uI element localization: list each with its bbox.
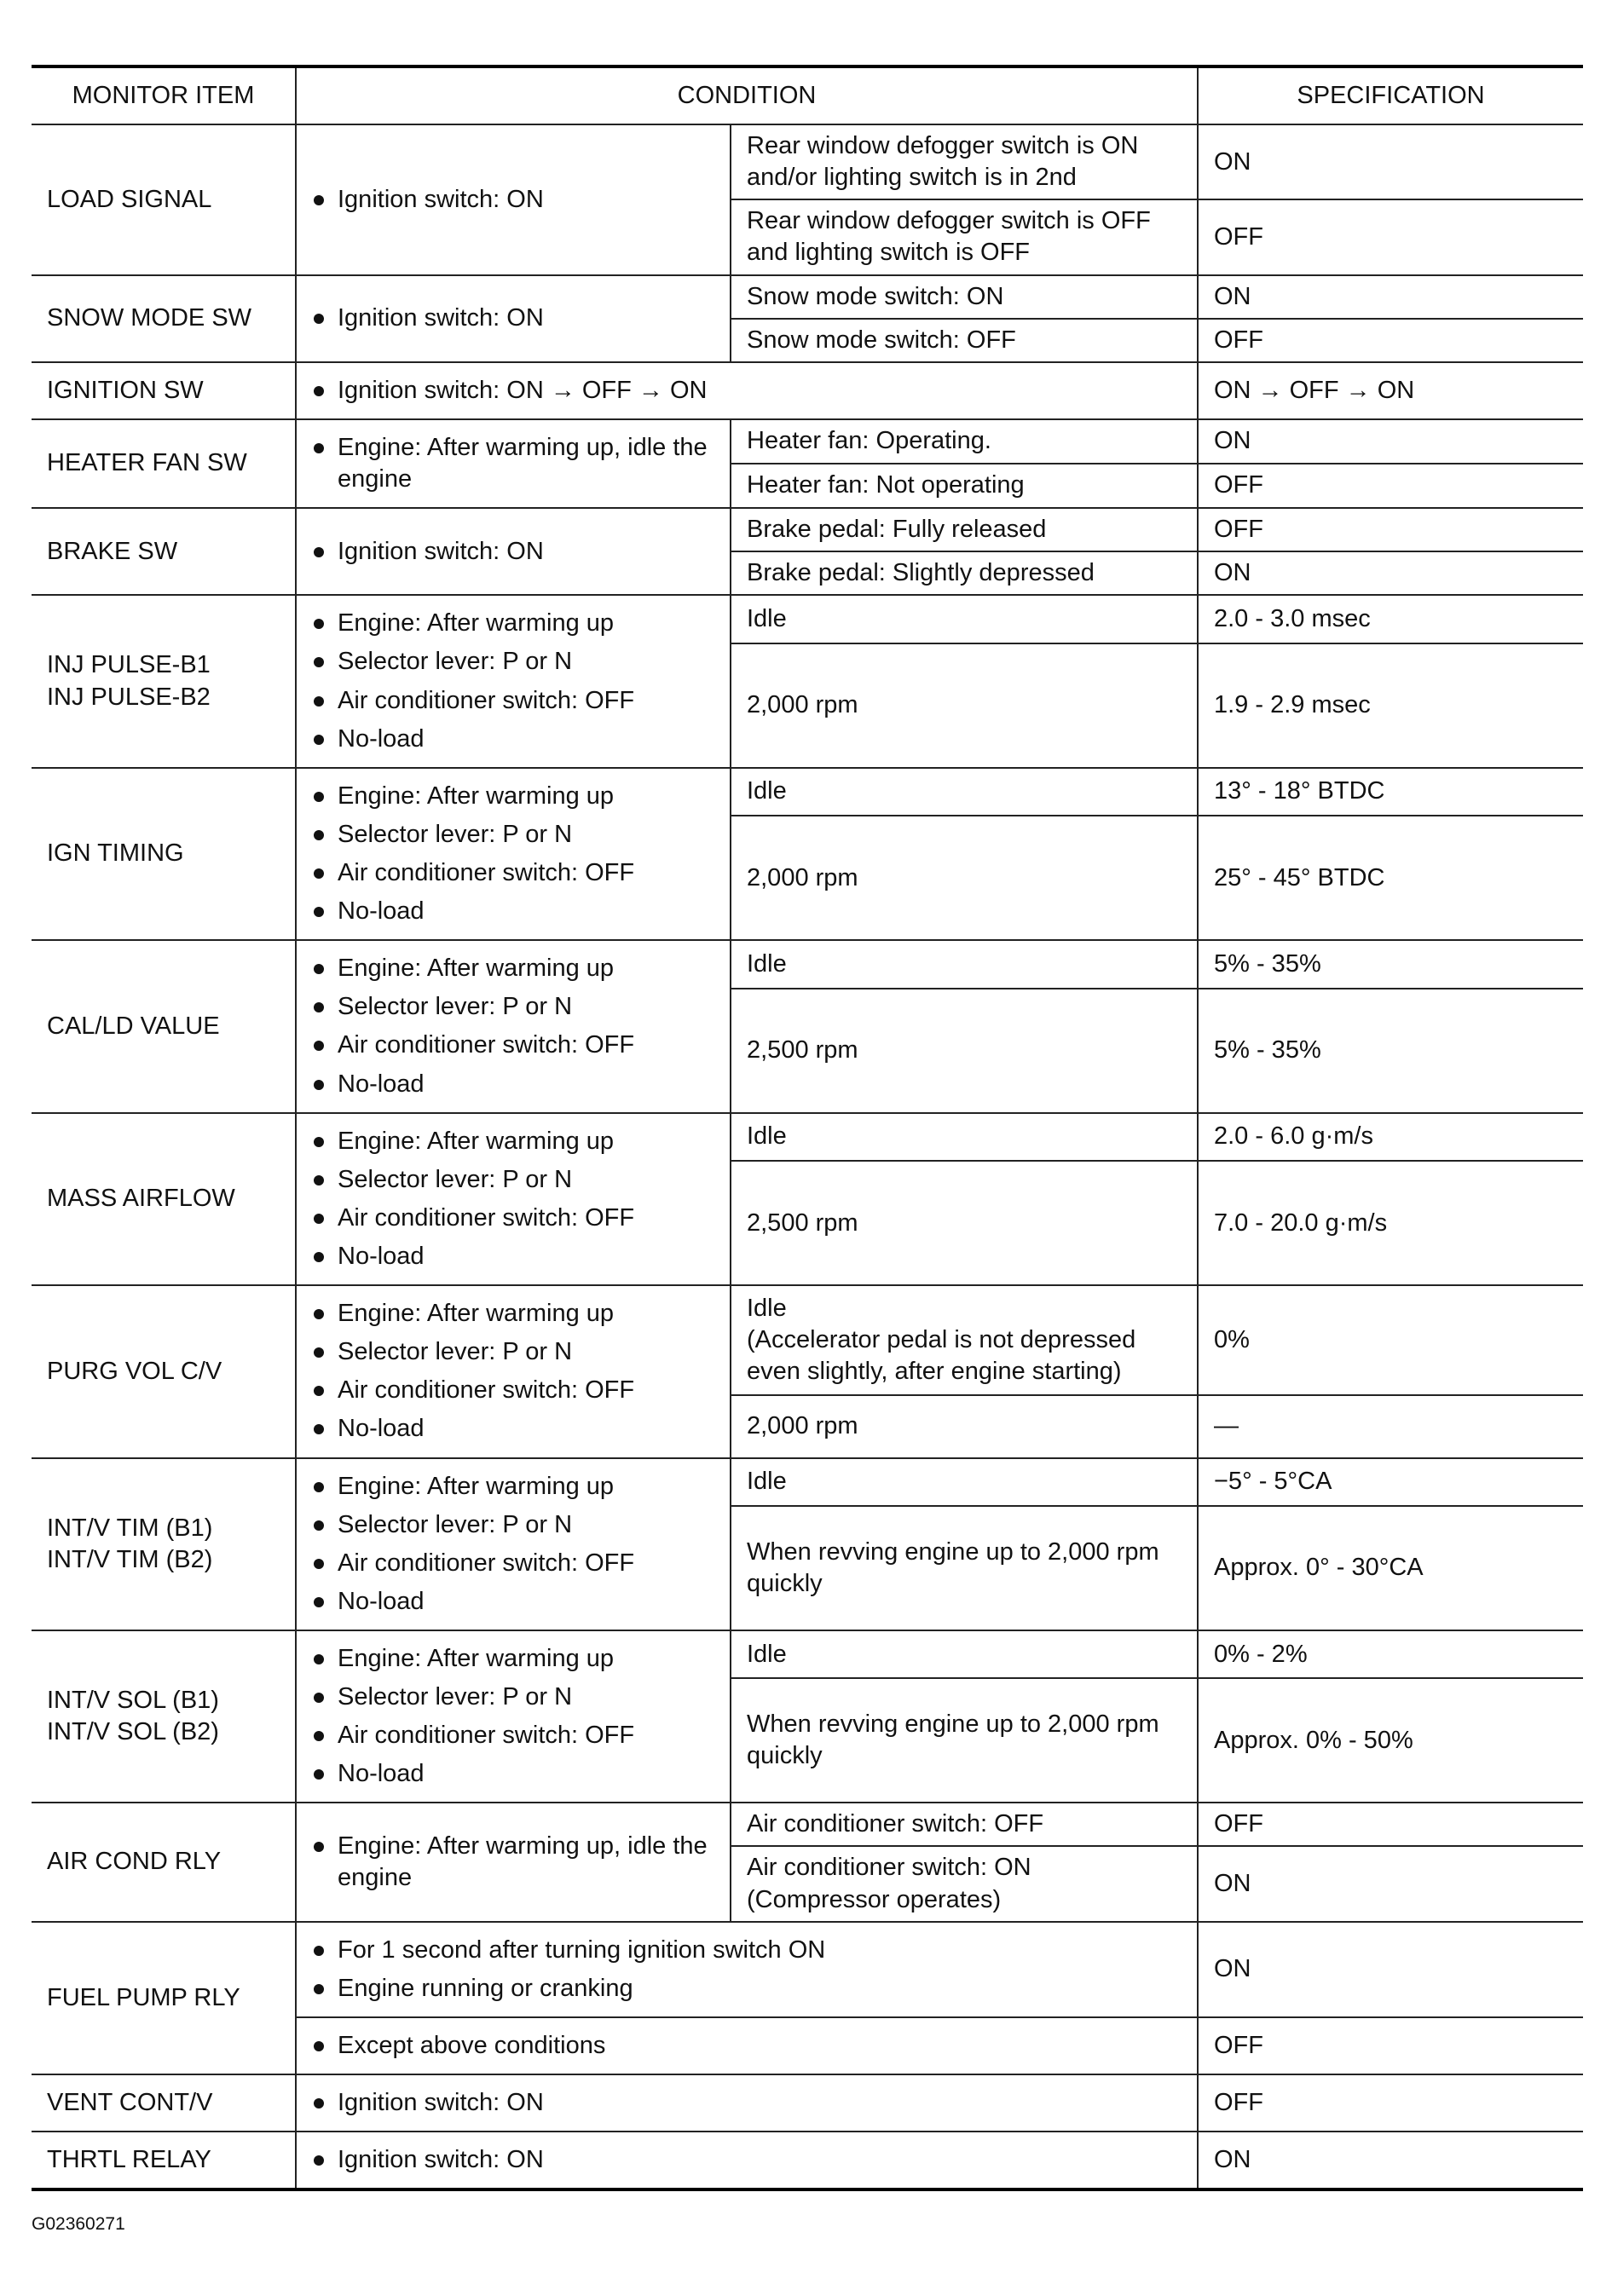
table-row bbox=[32, 940, 1583, 988]
table-row bbox=[32, 1458, 1583, 1506]
sub-condition: 2,000 rpm bbox=[731, 643, 1198, 768]
specification: Approx. 0° - 30°CA bbox=[1198, 1506, 1583, 1630]
condition-bullet: No-load bbox=[312, 724, 714, 755]
condition-bullet: No-load bbox=[312, 1758, 714, 1790]
condition-list bbox=[312, 2144, 1182, 2176]
condition-cell bbox=[296, 2074, 1198, 2132]
monitor-item: SNOW MODE SW bbox=[32, 275, 296, 362]
specification: 0% - 2% bbox=[1198, 1630, 1583, 1678]
table-row bbox=[32, 362, 1583, 419]
condition-list bbox=[312, 781, 714, 927]
table-row bbox=[32, 508, 1583, 551]
condition-cell bbox=[296, 275, 731, 362]
condition-list bbox=[312, 1643, 714, 1790]
condition-list bbox=[312, 1298, 714, 1445]
sub-condition: When revving engine up to 2,000 rpm quickly bbox=[731, 1678, 1198, 1803]
condition-list bbox=[312, 608, 714, 754]
specification: ON bbox=[1198, 124, 1583, 199]
monitor-item: MASS AIRFLOW bbox=[32, 1113, 296, 1285]
monitor-item: AIR COND RLY bbox=[32, 1803, 296, 1921]
condition-list bbox=[312, 2030, 1182, 2062]
figure-code: G02360271 bbox=[32, 2214, 125, 2234]
specification: ON bbox=[1198, 2132, 1583, 2189]
condition-cell bbox=[296, 1803, 731, 1921]
condition-bullet: Selector lever: P or N bbox=[312, 991, 714, 1023]
specification: 2.0 - 6.0 g·m/s bbox=[1198, 1113, 1583, 1161]
specification: ON → OFF → ON bbox=[1198, 362, 1583, 419]
specification: — bbox=[1198, 1395, 1583, 1458]
condition-bullet: No-load bbox=[312, 1413, 714, 1445]
sub-condition: Idle bbox=[731, 768, 1198, 816]
sub-condition: Rear window defogger switch is OFF and lighting switch is OFF bbox=[731, 199, 1198, 274]
condition-cell bbox=[296, 1285, 731, 1457]
header-condition: CONDITION bbox=[296, 66, 1198, 124]
condition-list bbox=[312, 1935, 1182, 2005]
condition-cell bbox=[296, 940, 731, 1112]
monitor-item: INJ PULSE-B1 INJ PULSE-B2 bbox=[32, 595, 296, 767]
condition-list bbox=[312, 1471, 714, 1618]
condition-bullet: Air conditioner switch: OFF bbox=[312, 1375, 714, 1406]
condition-bullet: Air conditioner switch: OFF bbox=[312, 1030, 714, 1061]
condition-list bbox=[312, 375, 1182, 407]
sub-condition: Heater fan: Not operating bbox=[731, 464, 1198, 508]
table-row bbox=[32, 2132, 1583, 2189]
table-row bbox=[32, 2074, 1583, 2132]
specification: 5% - 35% bbox=[1198, 989, 1583, 1113]
specification: OFF bbox=[1198, 464, 1583, 508]
condition-list bbox=[312, 536, 714, 568]
sub-condition: Air conditioner switch: ON (Compressor operates) bbox=[731, 1846, 1198, 1921]
sub-condition: Idle bbox=[731, 1113, 1198, 1161]
condition-cell bbox=[296, 1922, 1198, 2017]
condition-cell bbox=[296, 508, 731, 595]
condition-cell bbox=[296, 419, 731, 508]
table-row bbox=[32, 419, 1583, 464]
condition-bullet: Ignition switch: ON bbox=[312, 536, 714, 568]
specification: 5% - 35% bbox=[1198, 940, 1583, 988]
table-row bbox=[32, 1285, 1583, 1394]
condition-bullet: Selector lever: P or N bbox=[312, 819, 714, 851]
condition-cell bbox=[296, 1630, 731, 1803]
condition-bullet: Engine: After warming up bbox=[312, 953, 714, 984]
condition-bullet: No-load bbox=[312, 1586, 714, 1618]
condition-bullet: Selector lever: P or N bbox=[312, 1164, 714, 1196]
condition-bullet: Ignition switch: ON bbox=[312, 2144, 1182, 2176]
condition-bullet: Engine: After warming up bbox=[312, 1643, 714, 1675]
monitor-item: CAL/LD VALUE bbox=[32, 940, 296, 1112]
condition-bullet: Engine: After warming up, idle the engine bbox=[312, 1831, 714, 1894]
condition-cell bbox=[296, 2132, 1198, 2189]
condition-bullet: Except above conditions bbox=[312, 2030, 1182, 2062]
sub-condition: Idle bbox=[731, 1458, 1198, 1506]
specification: ON bbox=[1198, 1846, 1583, 1921]
monitor-item: INT/V SOL (B1) INT/V SOL (B2) bbox=[32, 1630, 296, 1803]
specification: OFF bbox=[1198, 319, 1583, 362]
condition-cell bbox=[296, 362, 1198, 419]
condition-bullet: Ignition switch: ON bbox=[312, 2087, 1182, 2119]
specification: ON bbox=[1198, 1922, 1583, 2017]
header-specification: SPECIFICATION bbox=[1198, 66, 1583, 124]
table-row bbox=[32, 1922, 1583, 2017]
condition-bullet: Engine: After warming up bbox=[312, 608, 714, 639]
condition-list bbox=[312, 1831, 714, 1894]
sub-condition: Air conditioner switch: OFF bbox=[731, 1803, 1198, 1846]
specification: 25° - 45° BTDC bbox=[1198, 816, 1583, 940]
specification: ON bbox=[1198, 551, 1583, 595]
table-row bbox=[32, 1803, 1583, 1846]
condition-cell bbox=[296, 1113, 731, 1285]
condition-bullet: Engine: After warming up bbox=[312, 1471, 714, 1503]
sub-condition: When revving engine up to 2,000 rpm quickly bbox=[731, 1506, 1198, 1630]
specification: OFF bbox=[1198, 2017, 1583, 2074]
monitor-item: PURG VOL C/V bbox=[32, 1285, 296, 1457]
condition-bullet: Air conditioner switch: OFF bbox=[312, 1203, 714, 1234]
header-monitor-item: MONITOR ITEM bbox=[32, 66, 296, 124]
table-row bbox=[32, 275, 1583, 319]
sub-condition: Brake pedal: Fully released bbox=[731, 508, 1198, 551]
condition-cell bbox=[296, 124, 731, 274]
sub-condition: 2,000 rpm bbox=[731, 816, 1198, 940]
condition-list bbox=[312, 2087, 1182, 2119]
condition-bullet: Engine: After warming up bbox=[312, 1298, 714, 1330]
condition-bullet: Engine running or cranking bbox=[312, 1973, 1182, 2005]
monitor-item: HEATER FAN SW bbox=[32, 419, 296, 508]
table-row bbox=[32, 595, 1583, 643]
sub-condition: 2,500 rpm bbox=[731, 989, 1198, 1113]
condition-bullet: Ignition switch: ON → OFF → ON bbox=[312, 375, 1182, 407]
table-row bbox=[32, 1113, 1583, 1161]
specification: 0% bbox=[1198, 1285, 1583, 1394]
specification: 1.9 - 2.9 msec bbox=[1198, 643, 1583, 768]
condition-bullet: Ignition switch: ON bbox=[312, 184, 714, 216]
condition-bullet: Engine: After warming up bbox=[312, 781, 714, 812]
condition-bullet: Air conditioner switch: OFF bbox=[312, 685, 714, 717]
condition-bullet: Selector lever: P or N bbox=[312, 1682, 714, 1713]
monitor-item: LOAD SIGNAL bbox=[32, 124, 296, 274]
sub-condition: Idle bbox=[731, 595, 1198, 643]
specification: ON bbox=[1198, 275, 1583, 319]
sub-condition: Heater fan: Operating. bbox=[731, 419, 1198, 464]
condition-list bbox=[312, 184, 714, 216]
condition-list bbox=[312, 432, 714, 495]
specification: 7.0 - 20.0 g·m/s bbox=[1198, 1161, 1583, 1285]
condition-bullet: Selector lever: P or N bbox=[312, 1336, 714, 1368]
sub-condition: Brake pedal: Slightly depressed bbox=[731, 551, 1198, 595]
condition-list bbox=[312, 303, 714, 334]
specification: −5° - 5°CA bbox=[1198, 1458, 1583, 1506]
condition-bullet: For 1 second after turning ignition switch ON bbox=[312, 1935, 1182, 1966]
specification: 2.0 - 3.0 msec bbox=[1198, 595, 1583, 643]
condition-bullet: No-load bbox=[312, 1069, 714, 1100]
condition-bullet: Selector lever: P or N bbox=[312, 646, 714, 678]
monitor-item: FUEL PUMP RLY bbox=[32, 1922, 296, 2074]
sub-condition: Idle bbox=[731, 940, 1198, 988]
monitor-spec-table bbox=[32, 65, 1583, 2191]
monitor-item: THRTL RELAY bbox=[32, 2132, 296, 2189]
sub-condition: Rear window defogger switch is ON and/or lighting switch is in 2nd bbox=[731, 124, 1198, 199]
condition-list bbox=[312, 953, 714, 1099]
table-header-row bbox=[32, 66, 1583, 124]
sub-condition: Snow mode switch: ON bbox=[731, 275, 1198, 319]
specification: OFF bbox=[1198, 508, 1583, 551]
condition-cell bbox=[296, 595, 731, 767]
specification: OFF bbox=[1198, 2074, 1583, 2132]
condition-cell bbox=[296, 2017, 1198, 2074]
condition-bullet: Engine: After warming up, idle the engine bbox=[312, 432, 714, 495]
condition-list bbox=[312, 1126, 714, 1272]
condition-bullet: Engine: After warming up bbox=[312, 1126, 714, 1157]
specification: ON bbox=[1198, 419, 1583, 464]
monitor-item: IGN TIMING bbox=[32, 768, 296, 940]
condition-bullet: No-load bbox=[312, 896, 714, 927]
condition-bullet: Air conditioner switch: OFF bbox=[312, 1720, 714, 1751]
specification: OFF bbox=[1198, 1803, 1583, 1846]
sub-condition: 2,000 rpm bbox=[731, 1395, 1198, 1458]
table-row bbox=[32, 124, 1583, 199]
specification: OFF bbox=[1198, 199, 1583, 274]
monitor-item: BRAKE SW bbox=[32, 508, 296, 595]
specification: Approx. 0% - 50% bbox=[1198, 1678, 1583, 1803]
specification: 13° - 18° BTDC bbox=[1198, 768, 1583, 816]
condition-bullet: Air conditioner switch: OFF bbox=[312, 857, 714, 889]
table-row bbox=[32, 1630, 1583, 1678]
monitor-item: IGNITION SW bbox=[32, 362, 296, 419]
sub-condition: Idle bbox=[731, 1630, 1198, 1678]
table-row bbox=[32, 768, 1583, 816]
monitor-item: VENT CONT/V bbox=[32, 2074, 296, 2132]
condition-cell bbox=[296, 768, 731, 940]
condition-bullet: Ignition switch: ON bbox=[312, 303, 714, 334]
sub-condition: 2,500 rpm bbox=[731, 1161, 1198, 1285]
condition-bullet: No-load bbox=[312, 1241, 714, 1272]
sub-condition: Idle (Accelerator pedal is not depressed even slightly, after engine starting) bbox=[731, 1285, 1198, 1394]
condition-bullet: Selector lever: P or N bbox=[312, 1509, 714, 1541]
condition-cell bbox=[296, 1458, 731, 1630]
condition-bullet: Air conditioner switch: OFF bbox=[312, 1548, 714, 1579]
monitor-item: INT/V TIM (B1) INT/V TIM (B2) bbox=[32, 1458, 296, 1630]
sub-condition: Snow mode switch: OFF bbox=[731, 319, 1198, 362]
